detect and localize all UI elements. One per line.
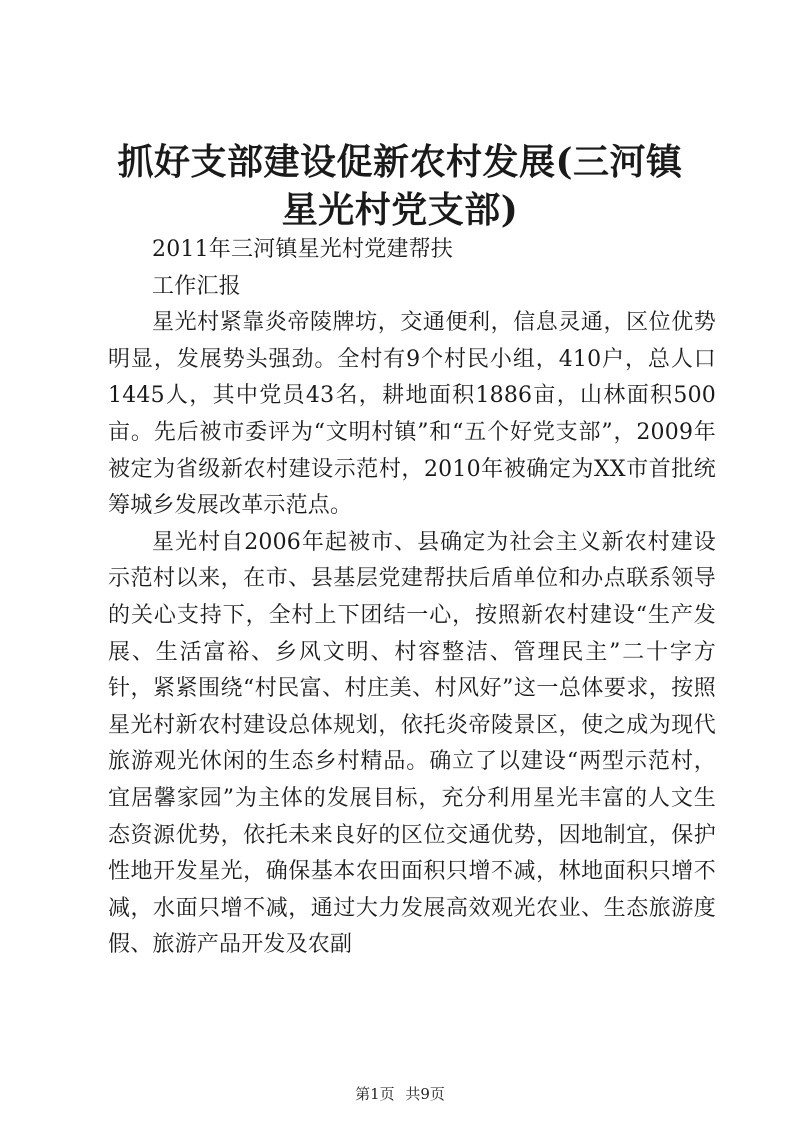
page-footer (0, 1084, 800, 1104)
paragraph-village-overview: 星光村紧靠炎帝陵牌坊，交通便利，信息灵通，区位优势明显，发展势头强劲。全村有9个村民小组，410户，总人口1445人，其中党员43名，耕地面积1886亩，山林面积500亩。先后被市委评为“文明村镇”和“五个好党支部”，2009年被定为省级新农村建设示范村，2010年被确定为XX市首批统筹城乡发展改革示范点。 (108, 310, 716, 519)
document-title: 抓好支部建设促新农村发展(三河镇星光村党支部) (117, 141, 683, 231)
paragraph-subtitle-line1: 2011年三河镇星光村党建帮扶 (152, 237, 453, 262)
paragraph-development: 星光村自2006年起被市、县确定为社会主义新农村建设示范村以来，在市、县基层党建帮扶后盾单位和办点联系领导的关心支持下，全村上下团结一心，按照新农村建设“生产发展、生活富裕、乡风文明、村容整洁、管理民主”二十字方针，紧紧围绕“村民富、村庄美、村风好”这一总体要求，按照星光村新农村建设总体规划，依托炎帝陵景区，使之成为现代旅游观光休闲的生态乡村精品。确立了以建设“两型示范村，宜居馨家园”为主体的发展目标，充分利用星光丰富的人文生态资源优势，依托未来良好的区位交通优势，因地制宜，保护性地开发星光，确保基本农田面积只增不减，林地面积只增不减，水面只增不减，通过大力发展高效观光农业、生态旅游度假、旅游产品开发及农副 (108, 529, 716, 958)
page-total: 共9页 (405, 1085, 445, 1103)
document-body (108, 232, 716, 964)
page-number: 第1页 (355, 1085, 395, 1103)
paragraph-subtitle-line2: 工作汇报 (152, 273, 241, 299)
